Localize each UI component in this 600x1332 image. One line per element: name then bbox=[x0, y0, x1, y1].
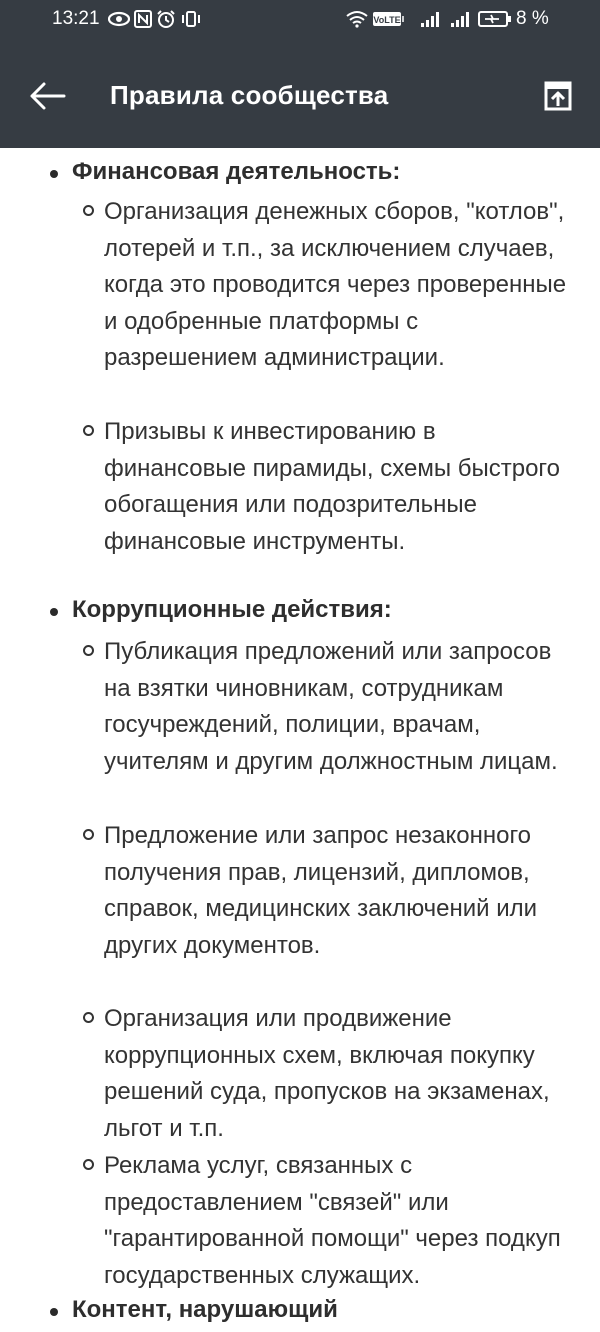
app-bar bbox=[0, 60, 600, 132]
vibrate-icon bbox=[180, 10, 202, 28]
page-title: Правила сообщества bbox=[110, 80, 389, 110]
circle-bullet-icon bbox=[83, 425, 94, 436]
list-item-text: Реклама услуг, связанных с предоставлением "связей" или "гарантированной помощи" через подкуп государственных служащих. bbox=[104, 1152, 561, 1289]
open-in-new-icon[interactable] bbox=[540, 78, 576, 114]
signal-icon bbox=[420, 10, 440, 28]
battery-icon bbox=[478, 10, 512, 28]
circle-bullet-icon bbox=[83, 1012, 94, 1023]
volte-icon bbox=[373, 10, 407, 28]
app-header bbox=[0, 0, 600, 148]
list-item-text: Организация денежных сборов, "котлов", лотерей и т.п., за исключением случаев, когда это проводится через проверенные и одобренные платформы с разрешением администрации. bbox=[104, 198, 567, 372]
svg-text:VoLTE: VoLTE bbox=[373, 15, 401, 25]
eye-icon bbox=[108, 10, 130, 28]
section-title: Финансовая деятельность: bbox=[72, 158, 401, 185]
list-item-text: Организация или продвижение коррупционных схем, включая покупку решений суда, пропусков на экзаменах, льгот и т.п. bbox=[104, 1005, 550, 1142]
bullet-icon bbox=[50, 1308, 58, 1316]
circle-bullet-icon bbox=[83, 645, 94, 656]
list-item-text: Публикация предложений или запросов на взятки чиновникам, сотрудникам госучреждений, полиции, врачам, учителям и другим должностным лицам. bbox=[104, 638, 558, 775]
rules-content bbox=[0, 148, 600, 1332]
bullet-icon bbox=[50, 608, 58, 616]
circle-bullet-icon bbox=[83, 829, 94, 840]
signal-icon bbox=[450, 10, 470, 28]
alarm-icon bbox=[156, 10, 176, 28]
battery-percent: 8 % bbox=[516, 8, 549, 29]
circle-bullet-icon bbox=[83, 1159, 94, 1170]
section-title: Коррупционные действия: bbox=[72, 596, 392, 623]
arrow-left-icon[interactable] bbox=[24, 76, 68, 116]
list-item-text: Призывы к инвестированию в финансовые пирамиды, схемы быстрого обогащения или подозрительные финансовые инструменты. bbox=[104, 418, 560, 555]
bullet-icon bbox=[50, 170, 58, 178]
status-bar bbox=[0, 8, 600, 32]
circle-bullet-icon bbox=[83, 205, 94, 216]
section-title: Контент, нарушающий bbox=[72, 1296, 338, 1323]
wifi-icon bbox=[345, 10, 369, 28]
list-item-text: Предложение или запрос незаконного получения прав, лицензий, дипломов, справок, медицинских заключений или других документов. bbox=[104, 822, 538, 959]
status-time: 13:21 bbox=[52, 8, 100, 29]
nfc-icon bbox=[134, 10, 152, 28]
